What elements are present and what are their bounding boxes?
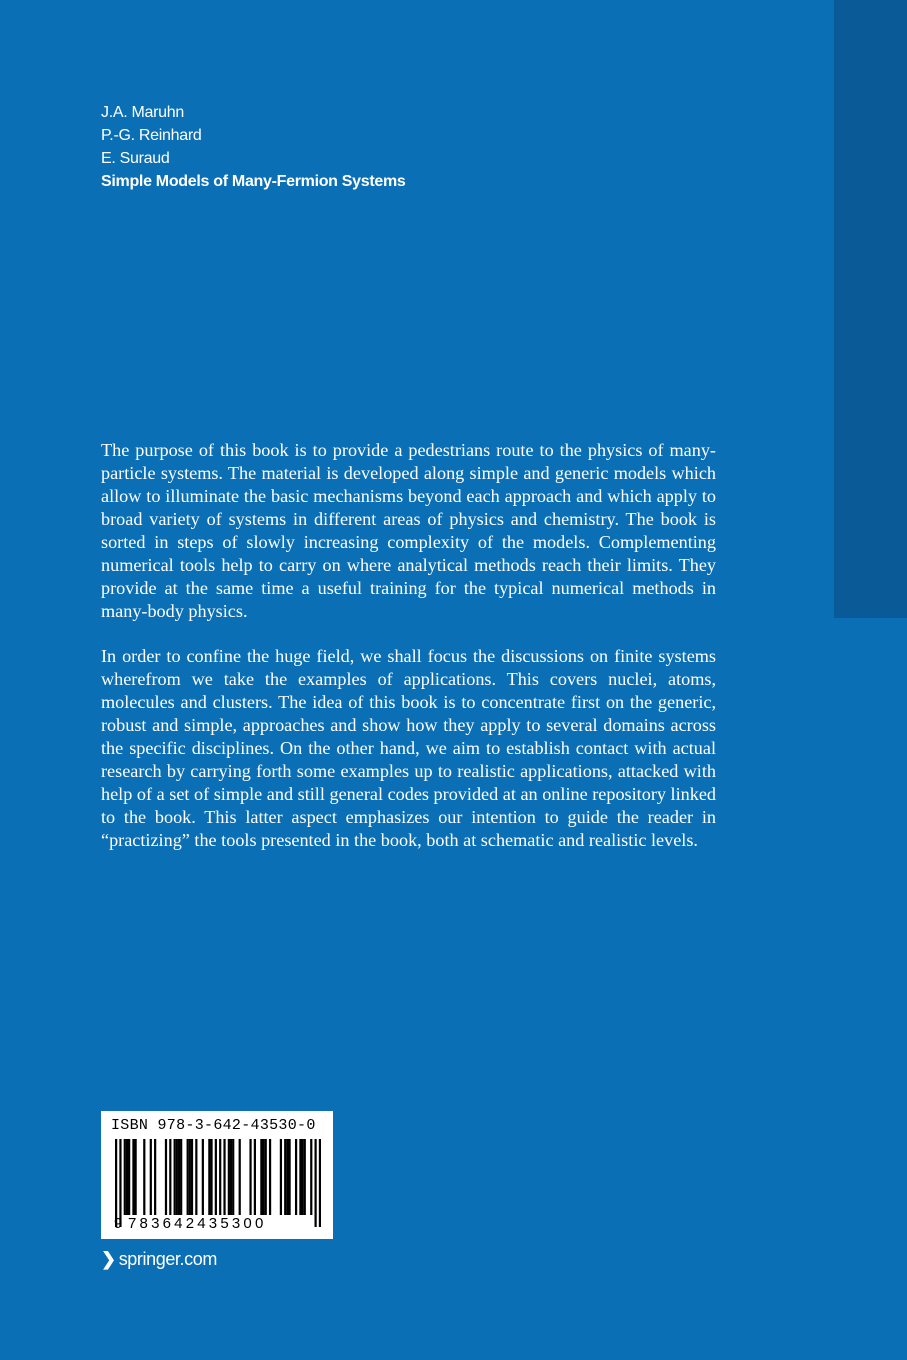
- barcode-bar: [284, 1139, 286, 1215]
- barcode-bar: [174, 1139, 176, 1215]
- barcode-bar: [310, 1139, 312, 1215]
- chevron-right-icon: ❯: [101, 1249, 116, 1269]
- barcode-bar: [165, 1139, 167, 1215]
- barcode-bar: [319, 1139, 321, 1227]
- barcode-bar: [143, 1139, 145, 1215]
- barcode-bar: [124, 1139, 126, 1215]
- barcode-bar: [301, 1139, 303, 1215]
- barcode-bar: [176, 1139, 178, 1215]
- barcode-bar: [135, 1139, 137, 1215]
- barcode-bar: [288, 1139, 290, 1215]
- barcode-bar: [228, 1139, 230, 1215]
- barcode-bar: [299, 1139, 301, 1215]
- barcode-bar: [314, 1139, 316, 1227]
- author-block: [101, 101, 406, 193]
- barcode-bar: [115, 1139, 117, 1227]
- blurb-paragraph-1: The purpose of this book is to provide a pedestrians route to the physics of many-particle systems. The material is developed along simple and generic models which allow to illuminate the basic mechanisms beyond each approach and which apply to broad variety of systems in different areas of physics and chemistry. The book is sorted in steps of slowly increasing complexity of the models. Complementing numerical tools help to carry on where analytical methods reach their limits. They provide at the same time a useful training for the typical numerical methods in many-body physics.: [101, 440, 716, 621]
- barcode-bar: [230, 1139, 232, 1215]
- barcode-bar: [249, 1139, 251, 1215]
- barcode-bar: [262, 1139, 264, 1215]
- barcode-bar: [195, 1139, 197, 1215]
- barcode-bar: [128, 1139, 130, 1215]
- barcode-bar: [239, 1139, 241, 1215]
- barcode-bar: [210, 1139, 212, 1215]
- barcode-bar: [180, 1139, 182, 1215]
- barcode-bar: [295, 1139, 297, 1215]
- author-3: E. Suraud: [101, 150, 170, 167]
- barcode-bar: [260, 1139, 262, 1215]
- ean-digit-string: 783642435300: [128, 1215, 267, 1232]
- barcode-bar: [126, 1139, 128, 1215]
- barcode-bar: [286, 1139, 288, 1215]
- barcode-bar: [119, 1139, 121, 1227]
- barcode-bar: [219, 1139, 221, 1227]
- isbn-barcode: [101, 1111, 333, 1239]
- publisher-link[interactable]: [101, 1249, 217, 1270]
- publisher-url: springer.com: [118, 1249, 217, 1269]
- barcode-bar: [269, 1139, 271, 1215]
- barcode-bar: [154, 1139, 156, 1215]
- barcode-bar: [232, 1139, 234, 1215]
- barcode-bar: [215, 1139, 217, 1227]
- book-title: Simple Models of Many-Fermion Systems: [101, 173, 406, 190]
- back-cover-blurb: [101, 439, 716, 874]
- barcode-bar: [280, 1139, 282, 1215]
- barcode-bar: [178, 1139, 180, 1215]
- barcode-bar: [150, 1139, 152, 1215]
- author-2: P.-G. Reinhard: [101, 127, 202, 144]
- barcode-bar: [189, 1139, 191, 1215]
- blurb-paragraph-2: In order to confine the huge field, we shall focus the discussions on finite systems wherefrom we take the examples of applications. This covers nuclei, atoms, molecules and clusters. The idea of this book is to concentrate first on the generic, robust and simple, approaches and show how they apply to several domains across the specific disciplines. On the other hand, we aim to establish contact with actual research by carrying forth some examples up to realistic applications, attacked with help of a set of simple and still general codes provided at an online repository linked to the book. This latter aspect emphasizes our intention to guide the reader in “practizing” the tools presented in the book, both at schematic and realistic levels.: [101, 646, 716, 850]
- barcode-bar: [187, 1139, 189, 1215]
- barcode-bar: [304, 1139, 306, 1215]
- barcode-bar: [169, 1139, 171, 1215]
- side-color-strip: [834, 0, 907, 618]
- barcode-bar: [254, 1139, 256, 1215]
- barcode-bar: [202, 1139, 204, 1215]
- barcode-bar: [208, 1139, 210, 1215]
- barcode-bar: [191, 1139, 193, 1215]
- barcode-bar: [223, 1139, 225, 1215]
- barcode-bar: [132, 1139, 134, 1215]
- isbn-label: ISBN 978-3-642-43530-0: [111, 1117, 316, 1134]
- barcode-bar: [265, 1139, 267, 1215]
- author-1: J.A. Maruhn: [101, 104, 184, 121]
- ean-first-digit: 9: [114, 1215, 123, 1232]
